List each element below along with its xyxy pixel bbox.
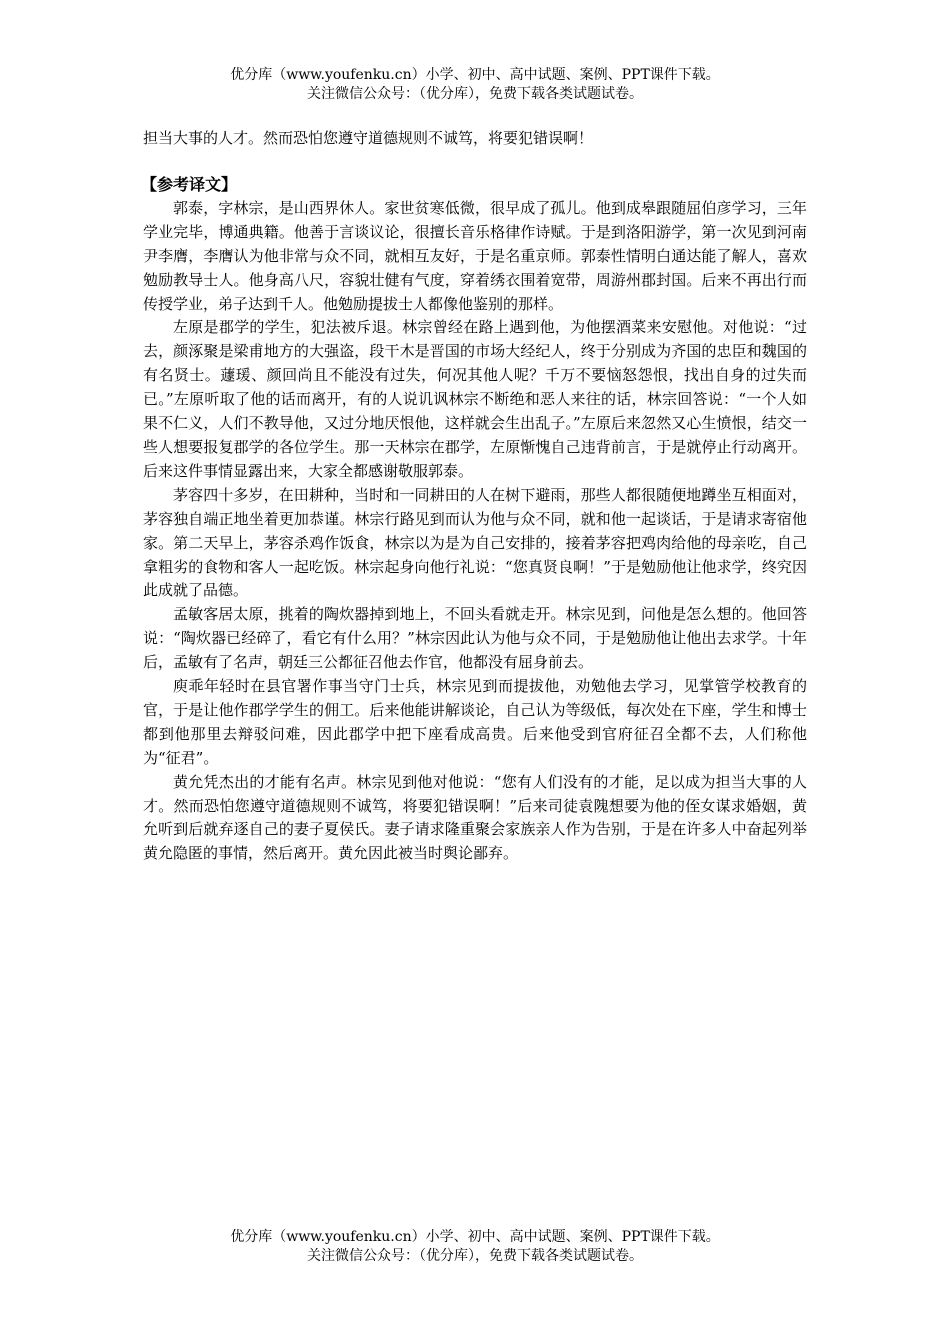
lead-paragraph: 担当大事的人才。然而恐怕您遵守道德规则不诚笃，将要犯错误啊！ [143, 129, 594, 147]
header-line-2: 关注微信公众号：（优分库），免费下载各类试题试卷。 [307, 86, 643, 102]
page-footer [0, 1228, 950, 1266]
paragraph-yuguai: 庾乖年轻时在县官署作事当守门士兵，林宗见到而提拔他，劝勉他去学习，见掌管学校教育的官，于是让他作郡学学生的佣工。后来他能讲解谈论，自己认为等级低，每次处在下座，学生和博士都到他那里去辩驳问难，因此郡学中把下座看成高贵。后来他受到官府征召全都不去，人们称他为“征君”。 [143, 677, 807, 767]
paragraph-huangyun: 黄允凭杰出的才能有名声。林宗见到他对他说：“您有人们没有的才能，足以成为担当大事的人才。然而恐怕您遵守道德规则不诚笃，将要犯错误啊！”后来司徒袁隗想要为他的侄女谋求婚姻，黄允听到后就弃逐自己的妻子夏侯氏。妻子请求隆重聚会家族亲人作为告别，于是在许多人中奋起列举黄允隐匿的事情，然后离开。黄允因此被当时舆论鄙弃。 [143, 772, 807, 863]
paragraph-zuoyuan: 左原是郡学的学生，犯法被斥退。林宗曾经在路上遇到他，为他摆酒菜来安慰他。对他说：“过去，颜涿聚是梁甫地方的大强盗，段干木是晋国的市场大经纪人，终于分别成为齐国的忠臣和魏国的有名贤士。蘧瑗、颜回尚且不能没有过失，何况其他人呢？千万不要恼怒怨恨，找出自身的过失而已。”左原听取了他的话而离开，有的人说讥讽林宗不断绝和恶人来往的话，林宗回答说：“一个人如果不仁义，人们不教导他，又过分地厌恨他，这样就会生出乱子。”左原后来忽然又心生愤恨，结交一些人想要报复郡学的各位学生。那一天林宗在郡学，左原惭愧自己违背前言，于是就停止行动离开。后来这件事情显露出来，大家全都感谢敬服郭泰。 [143, 318, 807, 480]
header-line-1: 优分库（www.youfenku.cn）小学、初中、高中试题、案例、PPT课件下载。 [230, 67, 720, 83]
footer-line-2: 关注微信公众号：（优分库），免费下载各类试题试卷。 [307, 1248, 643, 1264]
paragraph-guotai: 郭泰，字林宗，是山西界休人。家世贫寒低微，很早成了孤儿。他到成皋跟随屈伯彦学习，三年学业完毕，博通典籍。他善于言谈议论，很擅长音乐格律作诗赋。于是到洛阳游学，第一次见到河南尹李膺，李膺认为他非常与众不同，就相互友好，于是名重京师。郭泰性情明白通达能了解人，喜欢勉励教导士人。他身高八尺，容貌壮健有气度，穿着绣衣围着宽带，周游州郡封国。后来不再出行而传授学业，弟子达到千人。他勉励提拔士人都像他鉴别的那样。 [143, 198, 807, 313]
page-header [0, 66, 950, 104]
document-body [143, 127, 807, 866]
paragraph-maorong: 茅容四十多岁，在田耕种，当时和一同耕田的人在树下避雨，那些人都很随便地蹲坐互相面对，茅容独自端正地坐着更加恭谨。林宗行路见到而认为他与众不同，就和他一起谈话，于是请求寄宿他家。第二天早上，茅容杀鸡作饭食，林宗以为是为自己安排的，接着茅容把鸡肉给他的母亲吃，自己拿粗劣的食物和客人一起吃饭。林宗起身向他行礼说：“您真贤良啊！”于是勉励他让他求学，终究因此成就了品德。 [143, 485, 807, 600]
section-title: 【参考译文】 [141, 174, 238, 194]
footer-line-1: 优分库（www.youfenku.cn）小学、初中、高中试题、案例、PPT课件下载。 [230, 1229, 720, 1245]
paragraph-mengmin: 孟敏客居太原，挑着的陶炊器掉到地上，不回头看就走开。林宗见到，问他是怎么想的。他回答说：“陶炊器已经碎了，看它有什么用？”林宗因此认为他与众不同，于是勉励他让他出去求学。十年后，孟敏有了名声，朝廷三公都征召他去作官，他都没有屈身前去。 [143, 605, 807, 672]
